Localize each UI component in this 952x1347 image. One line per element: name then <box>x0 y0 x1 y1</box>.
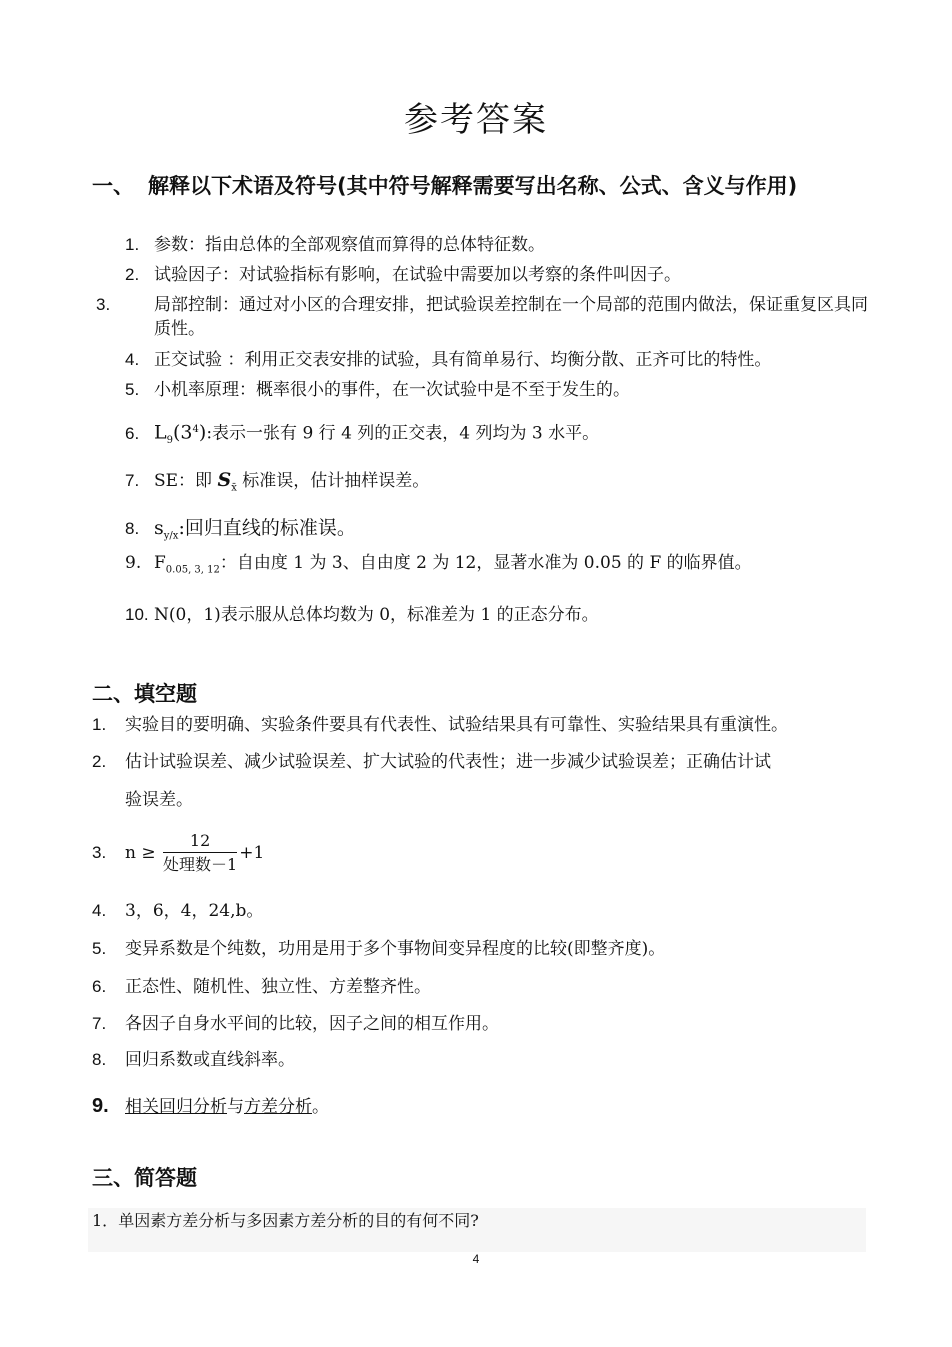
section1-number: 一、 <box>92 174 134 198</box>
underlined-answer-2: 方差分析 <box>244 1097 312 1117</box>
s2-item-9: 9. 相关回归分析与方差分析。 <box>92 1095 329 1117</box>
s2-item-8: 8. 回归系数或直线斜率。 <box>92 1050 295 1070</box>
section1-heading-text: 解释以下术语及符号(其中符号解释需要写出名称、公式、含义与作用) <box>148 174 798 198</box>
s1-item-8: 8. $s_{y/x}$:回归直线的标准误。 <box>125 517 356 542</box>
section1-heading <box>92 170 797 200</box>
s2-item-2-continued: 验误差。 <box>125 790 193 810</box>
s1-item-4: 4. 正交试验 ：利用正交表安排的试验，具有简单易行、均衡分散、正齐可比的特性。 <box>125 350 772 370</box>
s2-item-6: 6. 正态性、随机性、独立性、方差整齐性。 <box>92 977 431 997</box>
formula-rhs: +1 <box>239 843 265 863</box>
s1-item-5: 5. 小机率原理：概率很小的事件，在一次试验中是不至于发生的。 <box>125 380 630 400</box>
page-title: 参考答案 <box>404 100 548 140</box>
s2-item-5: 5. 变异系数是个纯数，功用是用于多个事物间变异程度的比较(即整齐度)。 <box>92 939 666 959</box>
formula-denominator: 处理数－1 <box>163 855 238 874</box>
s1-item-7: 7. SE：即 $S_{x̄}$ 标准误，估计抽样误差。 <box>125 469 430 494</box>
s2-item-1: 1. 实验目的要明确、实验条件要具有代表性、试验结果具有可靠性、实验结果具有重演性。 <box>92 715 788 735</box>
s1-item-2: 2. 试验因子：对试验指标有影响，在试验中需要加以考察的条件叫因子。 <box>125 265 681 285</box>
section3-heading: 三、简答题 <box>92 1166 197 1190</box>
s2-item-3: 3. n ≥ $\frac{12}{\text{处理数－1}}$ +1 <box>92 830 264 877</box>
s2-item-7: 7. 各因子自身水平间的比较，因子之间的相互作用。 <box>92 1014 499 1034</box>
s3-item-1: 1．单因素方差分析与多因素方差分析的目的有何不同? <box>92 1211 479 1230</box>
s1-item-3: 3. 局部控制：通过对小区的合理安排，把试验误差控制在一个局部的范围内做法，保证重复区具同质性。 <box>96 295 868 339</box>
s2-item-2: 2. 估计试验误差、减少试验误差、扩大试验的代表性；进一步减少试验误差；正确估计试 <box>92 752 771 772</box>
s2-item-4: 4. 3，6，4，24,b。 <box>92 901 264 921</box>
section2-heading: 二、填空题 <box>92 682 197 706</box>
s1-item-1: 1. 参数：指由总体的全部观察值而算得的总体特征数。 <box>125 235 545 255</box>
formula-numerator: 12 <box>163 830 237 853</box>
s1-item-10: 10. N(0，1)表示服从总体均数为 0，标准差为 1 的正态分布。 <box>125 605 599 625</box>
formula-fraction <box>163 830 237 877</box>
underlined-answer-1: 相关回归分析 <box>125 1097 227 1117</box>
formula-lhs: n ≥ <box>125 843 156 863</box>
page-number: 4 <box>472 1252 480 1266</box>
s1-item-9: 9. $F_{0.05, 3, 12}$：自由度 1 为 3、自由度 2 为 12，显著水准为 0.05 的 F 的临界值。 <box>125 553 752 576</box>
s1-item-6: 6. $L_9(3^4)$:表示一张有 9 行 4 列的正交表，4 列均为 3 水平。 <box>125 421 600 447</box>
